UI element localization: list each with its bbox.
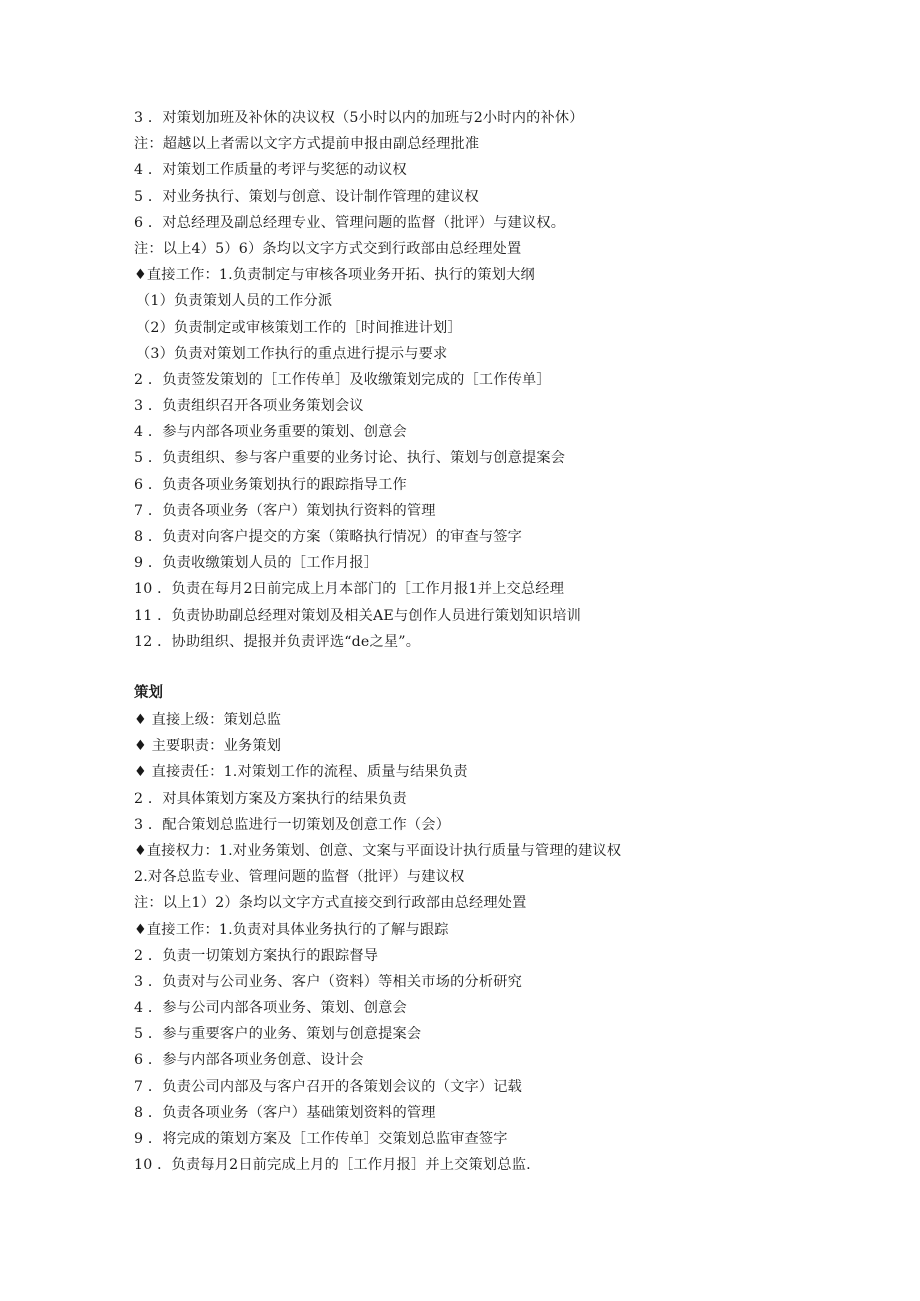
section-planner: [134, 679, 834, 1178]
text-line: ♦直接工作：1.负责制定与审核各项业务开拓、执行的策划大纲: [134, 267, 535, 284]
text-line: 8 ．负责各项业务（客户）基础策划资料的管理: [134, 1104, 436, 1121]
text-line: 6 ．负责各项业务策划执行的跟踪指导工作: [134, 476, 407, 493]
text-line: 9 ．负责收缴策划人员的［工作月报］: [134, 555, 379, 572]
text-line: 5 ．参与重要客户的业务、策划与创意提案会: [134, 1026, 422, 1043]
text-line: 11 ．负责协助副总经理对策划及相关AE与创作人员进行策划知识培训: [134, 607, 582, 624]
text-line: （2）负责制定或审核策划工作的［时间推进计划］: [136, 319, 462, 336]
text-line: 3 ．负责对与公司业务、客户（资料）等相关市场的分析研究: [134, 973, 523, 990]
text-line: ♦ 直接责任：1.对策划工作的流程、质量与结果负责: [134, 764, 468, 781]
text-line: 3 ．对策划加班及补休的决议权（5小时以内的加班与2小时内的补休）: [134, 110, 584, 126]
text-line: 注：超越以上者需以文字方式提前申报由副总经理批准: [134, 136, 480, 153]
text-line: 8 ．负责对向客户提交的方案（策略执行情况）的审查与签字: [134, 529, 523, 545]
text-line: （1）负责策划人员的工作分派: [136, 293, 333, 310]
text-line: （3）负责对策划工作执行的重点进行提示与要求: [136, 345, 448, 362]
text-line: 10 ．负责每月2日前完成上月的［工作月报］并上交策划总监.: [134, 1157, 531, 1174]
text-line: 3 ．配合策划总监进行一切策划及创意工作（会）: [134, 816, 451, 833]
text-line: 2 ．对具体策划方案及方案执行的结果负责: [134, 790, 407, 807]
text-line: 4 ．参与公司内部各项业务、策划、创意会: [134, 1000, 407, 1017]
text-line: 5 ．负责组织、参与客户重要的业务讨论、执行、策划与创意提案会: [134, 450, 566, 467]
text-line: 2.对各总监专业、管理问题的监督（批评）与建议权: [134, 869, 465, 886]
text-line: 7 ．负责公司内部及与客户召开的各策划会议的（文字）记载: [134, 1078, 523, 1095]
text-line: 12 ．协助组织、提报并负责评选“de之星”。: [134, 633, 421, 650]
section-heading: 策划: [134, 685, 163, 701]
text-line: ♦ 主要职责：业务策划: [134, 738, 282, 755]
text-line: 2 ．负责签发策划的［工作传单］及收缴策划完成的［工作传单］: [134, 371, 551, 388]
text-line: ♦ 直接上级：策划总监: [134, 712, 282, 728]
text-line: 6 ．对总经理及副总经理专业、管理问题的监督（批评）与建议权。: [134, 214, 566, 231]
text-line: 9 ．将完成的策划方案及［工作传单］交策划总监审查签字: [134, 1131, 508, 1147]
text-line: 4 ．参与内部各项业务重要的策划、创意会: [134, 424, 407, 441]
text-line: 注：以上4）5）6）条均以文字方式交到行政部由总经理处置: [134, 240, 522, 257]
text-line: 2 ．负责一切策划方案执行的跟踪督导: [134, 947, 379, 964]
text-line: ♦直接工作：1.负责对具体业务执行的了解与跟踪: [134, 921, 449, 938]
text-line: 4 ．对策划工作质量的考评与奖惩的动议权: [134, 162, 407, 179]
text-line: 10 ．负责在每月2日前完成上月本部门的［工作月报1并上交总经理: [134, 581, 565, 598]
text-line: 5 ．对业务执行、策划与创意、设计制作管理的建议权: [134, 188, 479, 205]
text-line: 6 ．参与内部各项业务创意、设计会: [134, 1052, 364, 1069]
text-line: 3 ．负责组织召开各项业务策划会议: [134, 398, 364, 415]
section-responsibilities-continued: [134, 105, 834, 655]
text-line: 7 ．负责各项业务（客户）策划执行资料的管理: [134, 502, 436, 519]
text-line: ♦直接权力：1.对业务策划、创意、文案与平面设计执行质量与管理的建议权: [134, 842, 622, 859]
text-line: 注：以上1）2）条均以文字方式直接交到行政部由总经理处置: [134, 895, 527, 912]
